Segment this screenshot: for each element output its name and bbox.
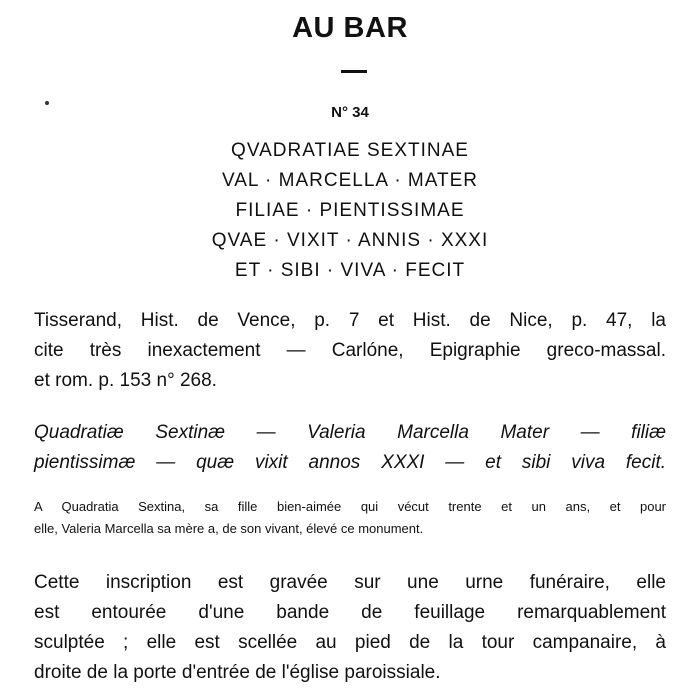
page-title: AU BAR — [292, 12, 408, 44]
inscription-text — [0, 136, 700, 286]
inscription-line: ET · SIBI · VIVA · FECIT — [234, 260, 466, 281]
commentary-line: droite de la porte d'entrée de l'église paroissiale. — [34, 662, 441, 683]
translation-line: A Quadratia Sextina, sa fille bien-aimée qui vécut trente et un ans, et pour — [34, 499, 666, 514]
inscription-line: FILIAE · PIENTISSIMAE — [235, 200, 465, 221]
translation-line: elle, Valeria Marcella sa mère a, de son vivant, élevé ce monument. — [34, 521, 424, 536]
commentary-line: sculptée ; elle est scellée au pied de la tour campanaire, à — [34, 632, 666, 653]
commentary-line: est entourée d'une bande de feuillage remarquablement — [34, 602, 666, 623]
inscription-line: QVADRATIAE SEXTINAE — [231, 140, 469, 161]
latin-line: Quadratiæ Sextinæ — Valeria Marcella Mater — filiæ — [34, 422, 666, 443]
commentary-line: Cette inscription est gravée sur une urne funéraire, elle — [34, 572, 666, 593]
reference-line: et rom. p. 153 n° 268. — [34, 370, 217, 391]
bibliographic-reference — [34, 306, 666, 396]
inscription-line: QVAE · VIXIT · ANNIS · XXXI — [211, 230, 489, 251]
commentary — [34, 568, 666, 688]
title-rule — [341, 70, 367, 73]
french-translation — [34, 496, 666, 540]
inscription-line: VAL · MARCELLA · MATER — [221, 170, 479, 191]
reference-line: Tisserand, Hist. de Vence, p. 7 et Hist. de Nice, p. 47, la — [34, 310, 666, 331]
reference-line: cite très inexactement — Carlóne, Epigraphie greco-massal. — [34, 340, 666, 361]
latin-line: pientissimæ — quæ vixit annos XXXI — et sibi viva fecit. — [34, 452, 666, 473]
inscription-number: N° 34 — [331, 104, 369, 121]
latin-reading — [34, 418, 666, 478]
